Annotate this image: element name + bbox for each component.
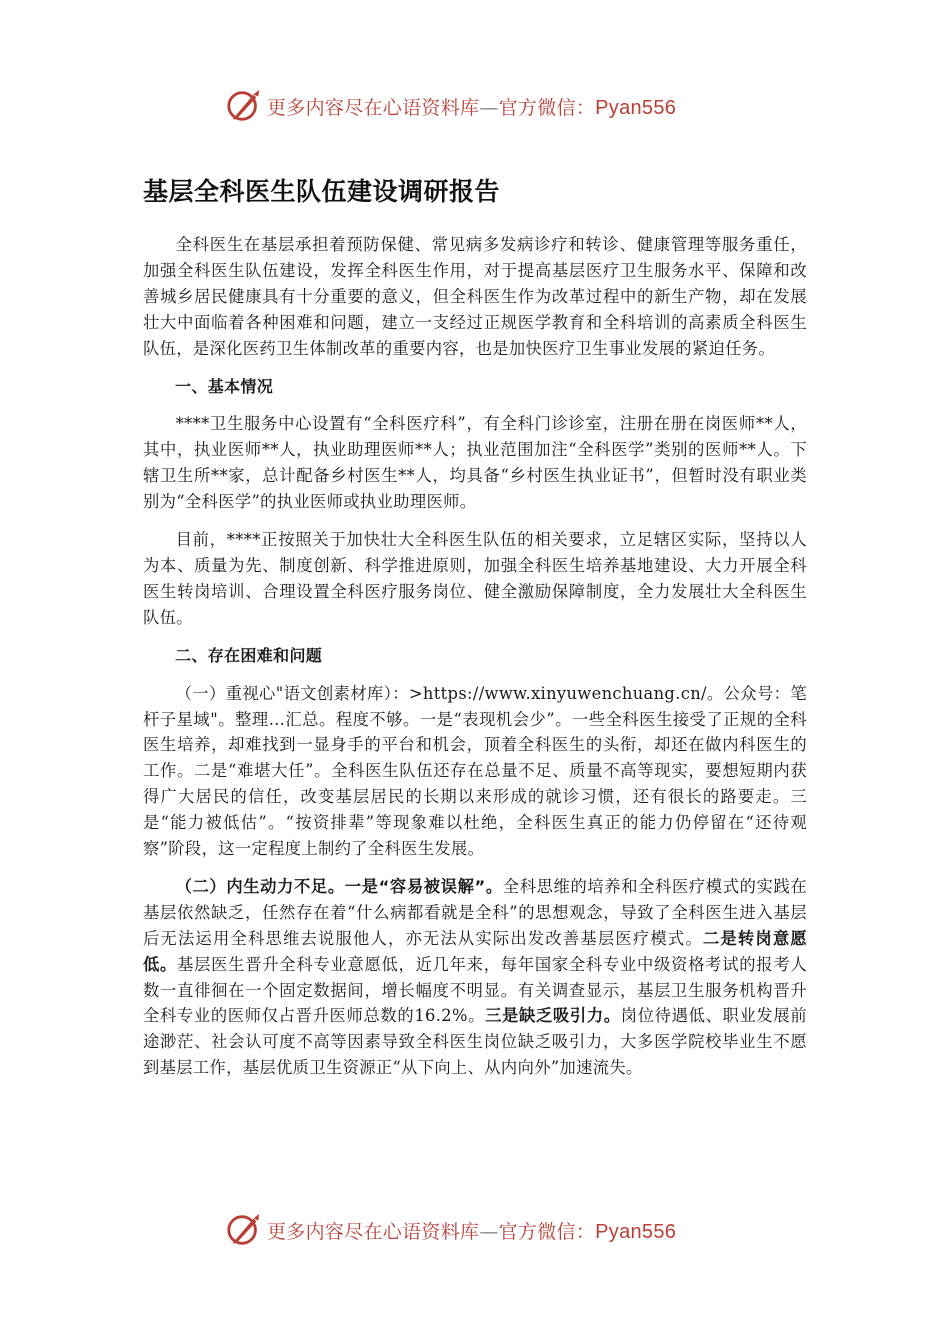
watermark-text xyxy=(267,93,676,120)
watermark-separator: — xyxy=(479,96,499,119)
watermark-text xyxy=(267,1217,676,1244)
problems-bold-c: 三是缺乏吸引力。 xyxy=(485,1006,621,1026)
intro-paragraph: 全科医生在基层承担着预防保健、常见病多发病诊疗和转诊、健康管理等服务重任，加强全科医生队伍建设，发挥全科医生作用，对于提高基层医疗卫生服务水平、保障和改善城乡居民健康具有十分重要的意义，但全科医生作为改革过程中的新生产物，却在发展壮大中面临着各种困难和问题，建立一支经过正规医学教育和全科培训的高素质全科医生队伍，是深化医药卫生体制改革的重要内容，也是加快医疗卫生事业发展的紧迫任务。 xyxy=(143,235,807,358)
problems-text-c: 岗位待遇低、职业发展前途渺茫、社会认可度不高等因素导致全科医生岗位缺乏吸引力，大多医学院校毕业生不愿到基层工作，基层优质卫生资源正“从下向上、从内向外”加速流失。 xyxy=(143,1006,807,1078)
problems-paragraph-1: （一）重视心"语文创素材库）：>https://www.xinyuwenchuang.cn/。公众号：笔杆子星域"。整理…汇总。程度不够。一是“表现机会少”。一些全科医生接受了正规的全科医生培养，却难找到一显身手的平台和机会，顶着全科医生的头衔，却还在做内科医生的工作。二是“难堪大任”。全科医生队伍还存在总量不足、质量不高等现实，要想短期内获得广大居民的信任，改变基层居民的长期以来形成的就诊习惯，还有很长的路要走。三是“能力被低估”。“按资排辈”等现象难以杜绝，全科医生真正的能力仍停留在“还待观察”阶段，这一定程度上制约了全科医生发展。 xyxy=(143,683,807,859)
quill-pen-logo-icon xyxy=(225,87,263,125)
watermark-banner-top xyxy=(225,85,745,127)
watermark-banner-bottom xyxy=(225,1209,745,1251)
problems-text-a: 全科思维的培养和全科医疗模式的实践在基层依然缺乏，任然存在着“什么病都看就是全科”的思想观念，导致了全科医生进入基层后无法运用全科思维去说服他人，亦无法从实际出发改善基层医疗模式。 xyxy=(143,876,807,948)
basic-paragraph-1: ****卫生服务中心设置有“全科医疗科”，有全科门诊诊室，注册在册在岗医师**人，其中，执业医师**人，执业助理医师**人；执业范围加注“全科医学”类别的医师**人。下辖卫生所**家，总计配备乡村医生**人，均具备“乡村医生执业证书”，但暂时没有职业类别为“全科医学”的执业医师或执业助理医师。 xyxy=(143,414,807,512)
basic-paragraph-2: 目前，****正按照关于加快壮大全科医生队伍的相关要求，立足辖区实际，坚持以人为本、质量为先、制度创新、科学推进原则，加强全科医生培养基地建设、大力开展全科医生转岗培训、合理设置全科医疗服务岗位、健全激励保障制度，全力发展壮大全科医生队伍。 xyxy=(143,530,807,627)
quill-pen-logo-icon xyxy=(225,1211,263,1249)
problems-paragraph-2 xyxy=(143,874,807,1081)
document-title: 基层全科医生队伍建设调研报告 xyxy=(143,177,501,206)
section-heading-problems: 二、存在困难和问题 xyxy=(175,645,323,665)
document-body xyxy=(143,172,807,1093)
watermark-separator: — xyxy=(479,1220,499,1243)
problems-text-b: 基层医生晋升全科专业意愿低，近几年来，每年国家全科专业中级资格考试的报考人数一直徘徊在一个固定数据间，增长幅度不明显。有关调查显示，基层卫生服务机构晋升全科专业的医师仅占晋升医师总数的16.2%。 xyxy=(143,954,807,1026)
section-heading-basic: 一、基本情况 xyxy=(175,376,274,396)
watermark-contact-label: 官方微信： xyxy=(498,1220,596,1243)
problems-lead-bold: （二）内生动力不足。一是“容易被误解”。 xyxy=(175,876,503,896)
watermark-contact-id: Pyan556 xyxy=(595,1220,677,1243)
watermark-title: 更多内容尽在心语资料库 xyxy=(267,96,480,119)
problems-bold-b: 二是转岗意愿低。 xyxy=(143,928,807,974)
watermark-contact-label: 官方微信： xyxy=(498,96,596,119)
watermark-title: 更多内容尽在心语资料库 xyxy=(267,1220,480,1243)
watermark-contact-id: Pyan556 xyxy=(595,96,677,119)
